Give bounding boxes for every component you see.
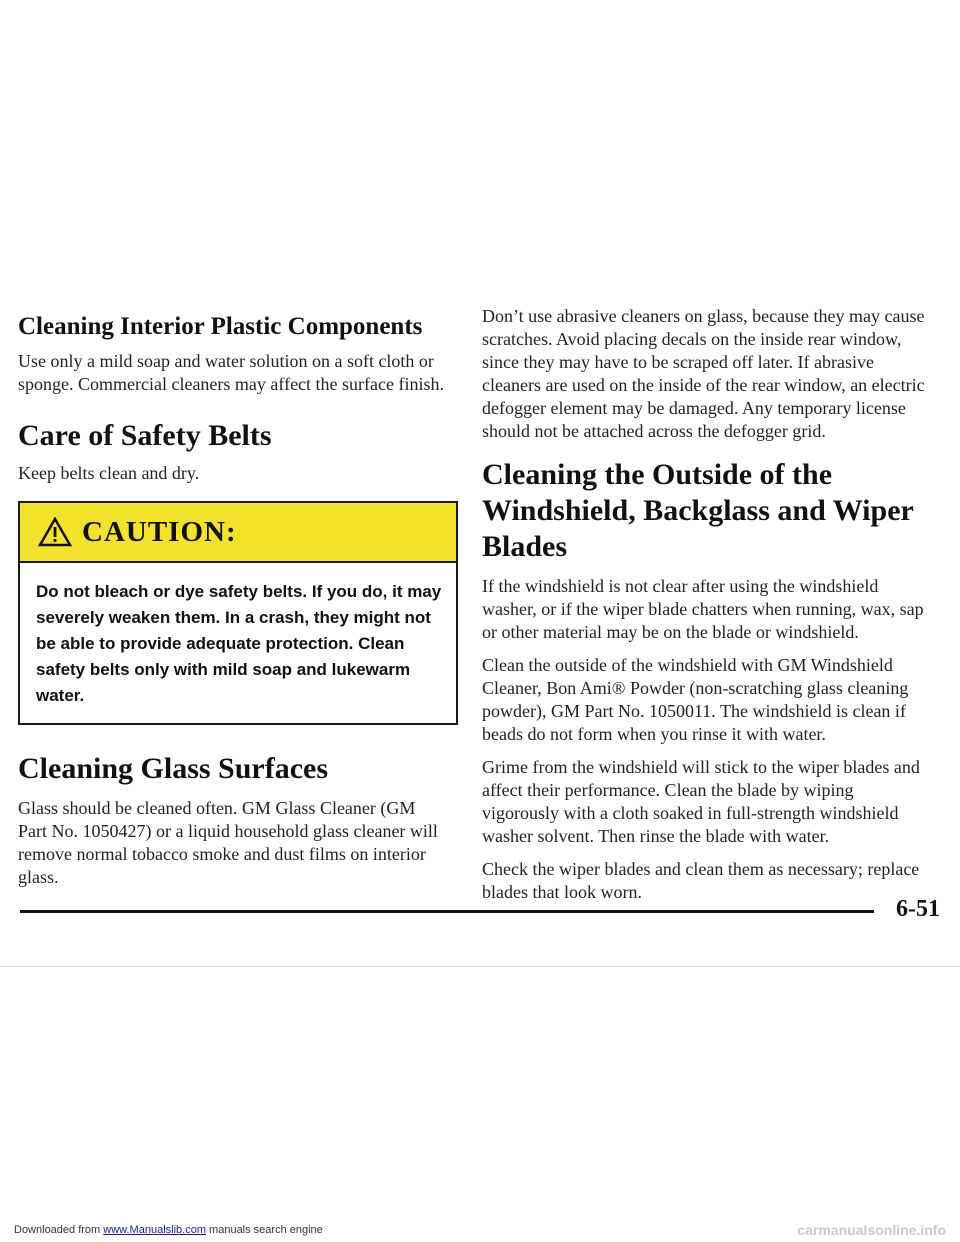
windshield-text-3: Grime from the windshield will stick to the wiper blades and affect their performance. Clean the blade by wiping vigorously with a cloth soaked in full-strength windshield washer solvent. Then rinse the blade with water. xyxy=(482,757,920,846)
glass-intro-text: Don’t use abrasive cleaners on glass, because they may cause scratches. Avoid placing decals on the inside rear window, since they may have to be scraped off later. If abrasive cleaners are used on the inside of the rear window, an electric defogger element may be damaged. Any temporary license should not be attached across the defogger grid. xyxy=(482,306,925,441)
belts-heading: Care of Safety Belts xyxy=(18,419,272,452)
plastic-heading: Cleaning Interior Plastic Components xyxy=(18,313,423,340)
footer-suffix: manuals search engine xyxy=(209,1224,323,1236)
caution-header xyxy=(20,503,456,563)
glass-heading: Cleaning Glass Surfaces xyxy=(18,752,329,785)
scan-edge-line xyxy=(0,966,960,967)
windshield-heading: Cleaning the Outside of the Windshield, Backglass and Wiper Blades xyxy=(482,458,914,563)
caution-text: Do not bleach or dye safety belts. If you do, it may severely weaken them. In a crash, they might not be able to provide adequate protection. Clean safety belts only with mild soap and lukewarm water. xyxy=(36,582,442,705)
plastic-text: Use only a mild soap and water solution on a soft cloth or sponge. Commercial cleaners may affect the surface finish. xyxy=(18,351,444,394)
page-number: 6-51 xyxy=(896,896,940,922)
caution-title: CAUTION: xyxy=(82,515,237,548)
watermark: carmanualsonline.info xyxy=(797,1222,946,1238)
bottom-rule xyxy=(20,910,874,913)
windshield-text-4: Check the wiper blades and clean them as necessary; replace blades that look worn. xyxy=(482,859,920,902)
download-footer xyxy=(14,1224,323,1236)
glass-text: Glass should be cleaned often. GM Glass Cleaner (GM Part No. 1050427) or a liquid household glass cleaner will remove normal tobacco smoke and dust films on interior glass. xyxy=(18,798,438,887)
footer-prefix: Downloaded from xyxy=(14,1224,101,1236)
windshield-text-2: Clean the outside of the windshield with GM Windshield Cleaner, Bon Ami® Powder (non-scratching glass cleaning powder), GM Part No. 1050011. The windshield is clean if beads do not form when you rinse it with water. xyxy=(482,655,909,744)
belts-text: Keep belts clean and dry. xyxy=(18,463,200,483)
footer-link[interactable]: www.Manualslib.com xyxy=(103,1224,206,1236)
right-column xyxy=(482,305,932,904)
caution-box xyxy=(18,501,458,725)
windshield-text-1: If the windshield is not clear after using the windshield washer, or if the wiper blade chatters when running, wax, sap or other material may be on the blade or windshield. xyxy=(482,576,924,642)
left-column xyxy=(18,312,448,889)
warning-triangle-icon xyxy=(38,517,72,547)
